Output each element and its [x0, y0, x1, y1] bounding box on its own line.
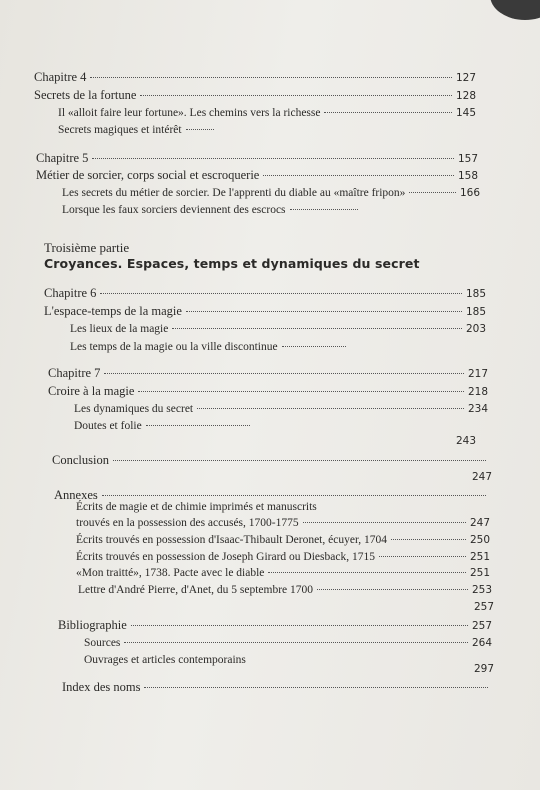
page-number: 166: [459, 187, 480, 199]
toc-row-chapter6-entry-1: [70, 322, 486, 337]
toc-conclusion-page-above: [456, 434, 476, 449]
chapter-title: L'espace-temps de la magie: [44, 304, 182, 318]
page-number: 158: [457, 170, 478, 182]
section-title: Les temps de la magie ou la ville discontinue: [70, 341, 278, 353]
section-title: Il «alloit faire leur fortune». Les chemins vers la richesse: [58, 107, 321, 119]
toc-row-chapter6-heading: [44, 286, 486, 302]
toc-row-conclusion: [52, 453, 490, 468]
dot-leader: [186, 129, 214, 130]
section-title: Écrits trouvés en possession de Joseph Girard ou Diesback, 1715: [76, 551, 375, 563]
toc-index-page: [474, 662, 494, 677]
dot-leader: [379, 556, 466, 557]
part-heading: Croyances. Espaces, temps et dynamiques du secret: [44, 256, 420, 271]
bibliography-title: Bibliographie: [58, 618, 127, 632]
page-number: 251: [469, 551, 490, 563]
dot-leader: [263, 175, 454, 176]
toc-row-index: [62, 680, 492, 695]
page-number: 257: [471, 620, 492, 632]
page-number: 297: [474, 663, 495, 675]
dot-leader: [197, 408, 464, 409]
chapter-heading: Chapitre 4: [34, 70, 87, 84]
dot-leader: [131, 625, 468, 626]
dot-leader: [268, 572, 466, 573]
dot-leader: [124, 642, 468, 643]
conclusion-title: Conclusion: [52, 453, 109, 467]
page-number: 247: [469, 517, 490, 529]
toc-row-chapter7-title: [48, 384, 488, 400]
dot-leader: [324, 112, 451, 113]
toc-row-annex-entry-5: [76, 566, 490, 581]
dot-leader: [144, 687, 488, 688]
annex-entry-1: Écrits de magie et de chimie imprimés et manuscrits: [76, 501, 317, 513]
dot-leader: [303, 522, 466, 523]
toc-annexes-page: [472, 470, 492, 485]
page-number: 243: [456, 435, 477, 447]
dot-leader: [138, 391, 464, 392]
toc-row-chapter6-entry-2: [70, 340, 350, 355]
section-title: Doutes et folie: [74, 420, 142, 432]
section-title: Écrits trouvés en possession d'Isaac-Thibault Deronet, écuyer, 1704: [76, 534, 388, 546]
section-title: Les dynamiques du secret: [74, 403, 194, 415]
section-title: Lorsque les faux sorciers deviennent des escrocs: [62, 204, 286, 216]
toc-row-bibliography: [58, 618, 492, 634]
page-number: 247: [472, 471, 493, 483]
page-number: 264: [471, 637, 492, 649]
annexes-title: Annexes: [54, 488, 98, 502]
toc-row-chapter6-title: [44, 304, 486, 320]
page-number: 250: [469, 534, 490, 546]
section-title: Secrets magiques et intérêt: [58, 124, 182, 136]
section-title: Sources: [84, 637, 121, 649]
chapter-title: Secrets de la fortune: [34, 88, 137, 102]
toc-row-bibliography-entry-1: [84, 636, 492, 651]
dot-leader: [172, 328, 462, 329]
toc-row-bibliography-entry-2: [84, 653, 284, 668]
dot-leader: [92, 158, 454, 159]
toc-row-chapter7-heading: [48, 366, 488, 382]
toc-row-chapter4-title: [34, 88, 476, 104]
page-number: 185: [465, 306, 486, 318]
toc-row-chapter4-heading: [34, 70, 476, 86]
chapter-heading: Chapitre 5: [36, 151, 89, 165]
chapter-title: Croire à la magie: [48, 384, 135, 398]
part-label: Troisième partie: [44, 240, 130, 255]
chapter-heading: Chapitre 6: [44, 286, 97, 300]
toc-row-chapter4-entry-2: [58, 123, 218, 138]
dot-leader: [140, 95, 452, 96]
page-number: 127: [455, 72, 476, 84]
section-title: trouvés en la possession des accusés, 1700-1775: [76, 517, 299, 529]
toc-row-annex-entry-3: [76, 533, 490, 548]
toc-row-chapter5-heading: [36, 151, 478, 167]
page-number: 203: [465, 323, 486, 335]
dot-leader: [146, 425, 250, 426]
index-title: Index des noms: [62, 680, 141, 694]
page-number: 251: [469, 567, 490, 579]
toc-row-chapter4-entry-1: [58, 106, 476, 121]
dot-leader: [317, 589, 468, 590]
page-number: 257: [474, 601, 495, 613]
toc-row-chapter7-entry-1: [74, 402, 488, 417]
section-title: Les secrets du métier de sorcier. De l'apprenti du diable au «maître fripon»: [62, 187, 406, 199]
dot-leader: [102, 495, 486, 496]
toc-row-chapter7-entry-2: [74, 419, 254, 434]
dot-leader: [113, 460, 486, 461]
dot-leader: [90, 77, 452, 78]
chapter-title: Métier de sorcier, corps social et escroquerie: [36, 168, 260, 182]
page-number: 234: [467, 403, 488, 415]
toc-bibliography-page-above: [474, 600, 494, 615]
chapter-heading: Chapitre 7: [48, 366, 101, 380]
toc-row-annex-entry-6: [78, 583, 492, 598]
page-number: 157: [457, 153, 478, 165]
dot-leader: [290, 209, 358, 210]
toc-row-annex-entry-2: [76, 516, 490, 531]
section-title: «Mon traitté», 1738. Pacte avec le diable: [76, 567, 265, 579]
page-number: 185: [465, 288, 486, 300]
section-title: Lettre d'André Pierre, d'Anet, du 5 septembre 1700: [78, 584, 314, 596]
toc-row-annex-entry-4: [76, 550, 490, 565]
page-number: 217: [467, 368, 488, 380]
page-number: 145: [455, 107, 476, 119]
dot-leader: [186, 311, 462, 312]
dot-leader: [100, 293, 462, 294]
section-title: Ouvrages et articles contemporains: [84, 654, 246, 666]
page-number: 253: [471, 584, 492, 596]
toc-row-chapter5-title: [36, 168, 478, 184]
dot-leader: [409, 192, 456, 193]
page-number: 128: [455, 90, 476, 102]
toc-row-chapter5-entry-2: [62, 203, 362, 218]
toc-row-chapter5-entry-1: [62, 186, 480, 201]
dot-leader: [282, 346, 346, 347]
dot-leader: [104, 373, 464, 374]
section-title: Les lieux de la magie: [70, 323, 169, 335]
page-number: 218: [467, 386, 488, 398]
dot-leader: [391, 539, 466, 540]
